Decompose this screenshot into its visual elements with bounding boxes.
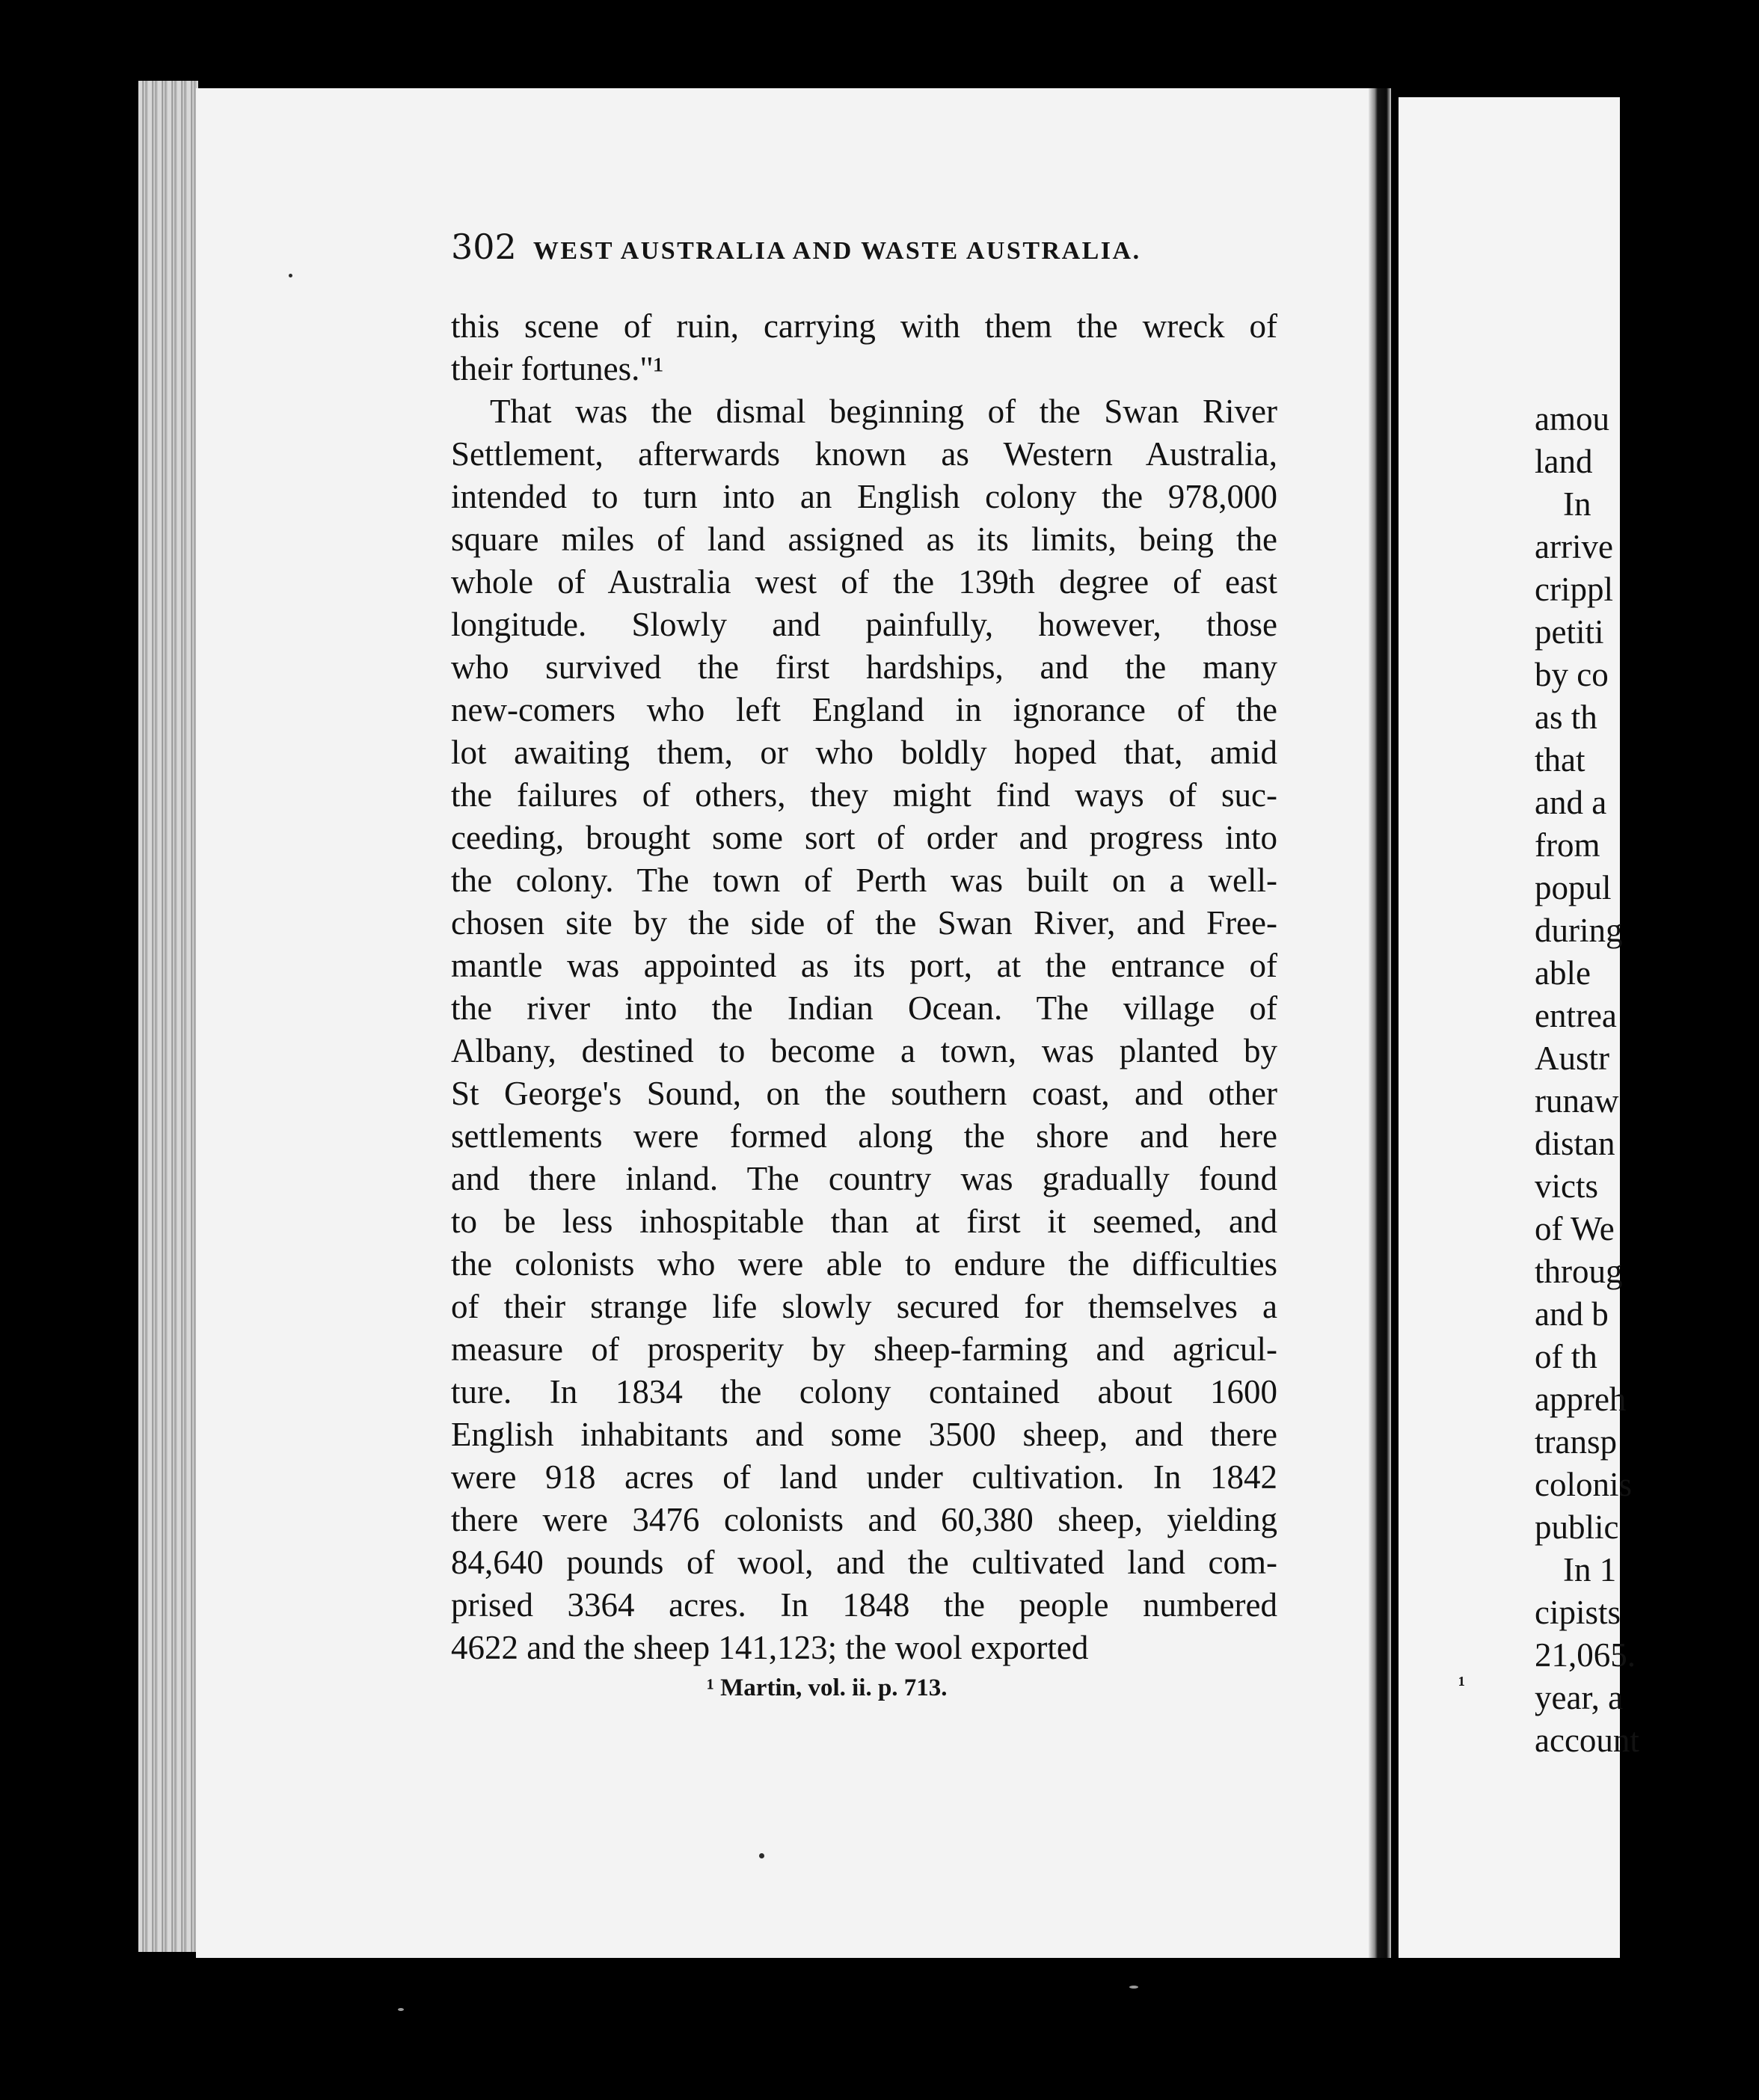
- book-gutter: [1369, 88, 1391, 1958]
- text-line: ture. In 1834 the colony contained about 1600: [451, 1373, 1277, 1410]
- text-line: to be less inhospitable than at first it seemed, and: [451, 1203, 1277, 1240]
- right-page: [1399, 97, 1639, 1958]
- text-line: year, a: [1535, 1679, 1624, 1716]
- text-line: their fortunes."¹: [451, 350, 664, 387]
- text-line: entrea: [1535, 997, 1617, 1034]
- text-line: from: [1535, 826, 1600, 864]
- right-page-text: [1535, 398, 1759, 1762]
- running-title: WEST AUSTRALIA AND WASTE AUSTRALIA.: [532, 237, 1141, 265]
- text-line: this scene of ruin, carrying with them the wreck of: [451, 307, 1277, 345]
- text-line: measure of prosperity by sheep-farming and agricul-: [451, 1330, 1277, 1368]
- text-line: of their strange life slowly secured for themselves a: [451, 1288, 1277, 1325]
- text-line: new-comers who left England in ignorance of the: [451, 691, 1277, 728]
- text-line: 21,065.: [1535, 1636, 1636, 1674]
- text-line: lot awaiting them, or who boldly hoped that, amid: [451, 734, 1277, 771]
- text-line: as th: [1535, 699, 1597, 736]
- text-line: victs: [1535, 1167, 1598, 1205]
- page-number: 302: [451, 227, 517, 267]
- scan-speck: [289, 274, 292, 277]
- text-line: the colonists who were able to endure the difficulties: [451, 1245, 1277, 1283]
- text-line: runaw: [1535, 1082, 1619, 1120]
- text-line: of th: [1535, 1338, 1597, 1375]
- text-line: popul: [1535, 869, 1612, 906]
- page-edge-stack: [138, 81, 198, 1952]
- text-line: cipists: [1535, 1594, 1621, 1631]
- text-line: ceeding, brought some sort of order and progress into: [451, 819, 1277, 856]
- scan-speck: [398, 2008, 404, 2011]
- text-line: arrive: [1535, 528, 1613, 565]
- text-line: that: [1535, 741, 1585, 779]
- text-line: and b: [1535, 1295, 1609, 1333]
- text-line: and there inland. The country was gradually found: [451, 1160, 1277, 1197]
- text-line: longitude. Slowly and painfully, however, those: [451, 606, 1277, 643]
- text-line: intended to turn into an English colony the 978,000: [451, 478, 1277, 515]
- text-line: Austr: [1535, 1040, 1609, 1077]
- text-line: English inhabitants and some 3500 sheep, and there: [451, 1416, 1277, 1453]
- text-line: St George's Sound, on the southern coast, and other: [451, 1075, 1277, 1112]
- text-line: colonis: [1535, 1466, 1632, 1503]
- text-line: were 918 acres of land under cultivation. In 1842: [451, 1458, 1277, 1496]
- text-line: In 1: [1563, 1551, 1617, 1588]
- text-line: and a: [1535, 784, 1607, 821]
- text-line: land: [1535, 443, 1593, 480]
- text-line: settlements were formed along the shore and here: [451, 1117, 1277, 1155]
- text-line: prised 3364 acres. In 1848 the people numbered: [451, 1586, 1277, 1624]
- text-line: mantle was appointed as its port, at the entrance of: [451, 947, 1277, 984]
- text-line: whole of Australia west of the 139th degree of east: [451, 563, 1277, 601]
- text-line: of We: [1535, 1210, 1615, 1247]
- text-line: the failures of others, they might find ways of suc-: [451, 776, 1277, 814]
- text-line: the river into the Indian Ocean. The village of: [451, 989, 1277, 1027]
- text-line: That was the dismal beginning of the Swan River: [490, 393, 1277, 430]
- text-line: distan: [1535, 1125, 1615, 1162]
- text-line: appreh: [1535, 1381, 1627, 1418]
- text-line: able: [1535, 954, 1591, 992]
- text-line: during: [1535, 912, 1623, 949]
- text-line: square miles of land assigned as its limits, being the: [451, 521, 1277, 558]
- text-line: In: [1563, 485, 1591, 523]
- scan-speck: [759, 1853, 764, 1858]
- text-line: there were 3476 colonists and 60,380 sheep, yielding: [451, 1501, 1277, 1538]
- text-line: Albany, destined to become a town, was planted by: [451, 1032, 1277, 1069]
- right-page-footnote: ¹: [1458, 1672, 1465, 1697]
- footnote: ¹ Martin, vol. ii. p. 713.: [707, 1674, 948, 1701]
- text-line: 84,640 pounds of wool, and the cultivated land com-: [451, 1544, 1277, 1581]
- text-line: petiti: [1535, 613, 1604, 651]
- text-line: throug: [1535, 1253, 1623, 1290]
- text-line: transp: [1535, 1423, 1617, 1461]
- text-line: amou: [1535, 400, 1609, 438]
- text-line: the colony. The town of Perth was built on a well-: [451, 862, 1277, 899]
- body-text: [451, 305, 1277, 1669]
- text-line: account: [1535, 1722, 1639, 1759]
- text-line: by co: [1535, 656, 1609, 693]
- scan-speck: [1129, 1986, 1138, 1989]
- text-line: who survived the first hardships, and the many: [451, 648, 1277, 686]
- text-line: crippl: [1535, 571, 1613, 608]
- text-line: public: [1535, 1508, 1619, 1546]
- text-line: chosen site by the side of the Swan River, and Free-: [451, 904, 1277, 942]
- text-line: 4622 and the sheep 141,123; the wool exported: [451, 1629, 1089, 1666]
- text-line: Settlement, afterwards known as Western Australia,: [451, 435, 1277, 473]
- running-head: [451, 224, 1199, 269]
